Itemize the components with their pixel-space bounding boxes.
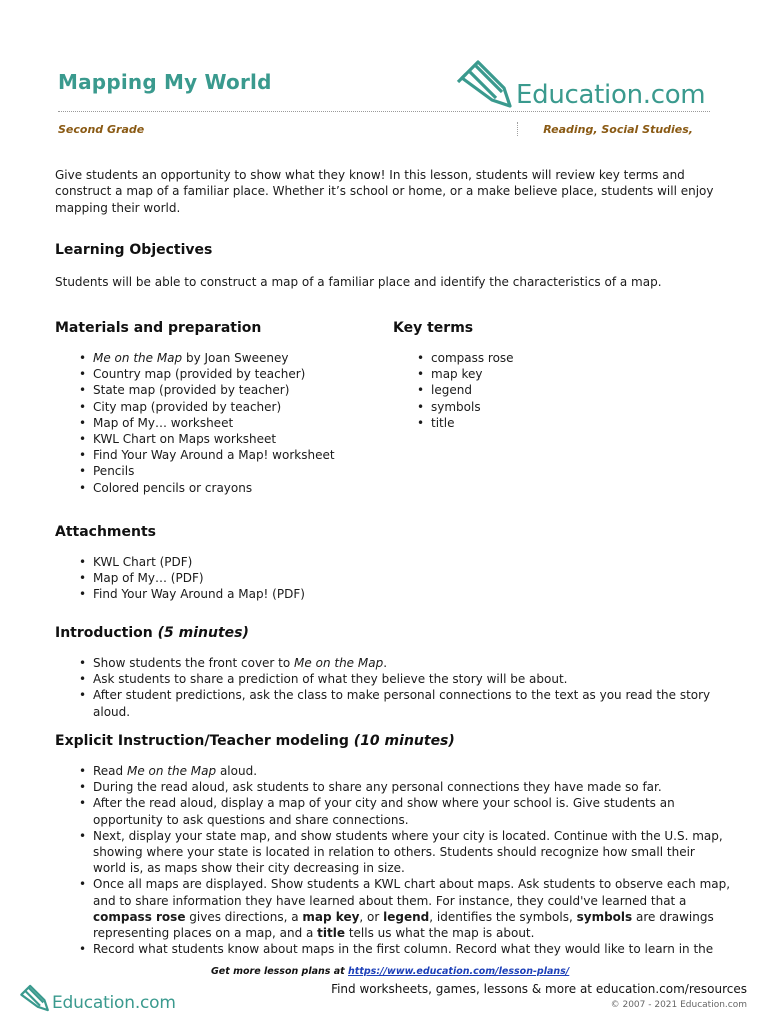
materials-list bbox=[55, 350, 335, 496]
item-text: tells us what the map is about. bbox=[345, 926, 535, 941]
objectives-heading: Learning Objectives bbox=[55, 242, 213, 258]
item-text: are drawings representing places on a map, and a bbox=[93, 909, 714, 941]
list-item: • legend bbox=[393, 382, 514, 398]
key-term: map key bbox=[302, 909, 360, 924]
item-text: Show students the front cover to bbox=[93, 656, 295, 670]
intro-line: Give students an opportunity to show what they know! In this lesson, students will review key terms and bbox=[55, 168, 685, 182]
list-item: • title bbox=[393, 415, 514, 431]
list-item: • Find Your Way Around a Map! worksheet bbox=[55, 447, 335, 463]
list-item: • compass rose bbox=[393, 350, 514, 366]
item-text: aloud. bbox=[93, 704, 131, 719]
item-text: by Joan Sweeney bbox=[182, 351, 289, 365]
list-item: • Colored pencils or crayons bbox=[55, 480, 335, 496]
objectives-text: Students will be able to construct a map of a familiar place and identify the characteristics of a map. bbox=[55, 275, 662, 289]
book-title: Me on the Map bbox=[93, 351, 183, 365]
book-title: Me on the Map bbox=[294, 656, 384, 670]
list-item bbox=[55, 779, 731, 795]
list-item: • map key bbox=[393, 366, 514, 382]
explicit-title: Explicit Instruction/Teacher modeling bbox=[55, 733, 349, 749]
introduction-heading bbox=[55, 625, 249, 641]
key-term: compass rose bbox=[93, 909, 186, 924]
list-item: • symbols bbox=[393, 399, 514, 415]
intro-line: mapping their world. bbox=[55, 200, 181, 215]
explicit-list bbox=[55, 763, 731, 957]
item-text: Next, display your state map, and show students where your city is located. Continue with the U.S. map, showing where your state is located in relation to others. Students should recognize how small their world is, as maps show their city decreasing in size. bbox=[93, 828, 723, 876]
item-text: • After student predictions, ask the class to make personal connections to the text as you read the story bbox=[93, 688, 711, 703]
item-text: After the read aloud, display a map of your city and show where your school is. Give students an opportunity to ask questions and share connections. bbox=[93, 796, 675, 827]
key-term: title bbox=[317, 926, 346, 941]
footer-brand-name: Education.com bbox=[52, 993, 176, 1013]
pencil-logo-icon bbox=[18, 982, 50, 1014]
introduction-list bbox=[55, 655, 725, 720]
header-divider bbox=[58, 111, 710, 112]
list-item: • State map (provided by teacher) bbox=[55, 382, 335, 398]
list-item bbox=[55, 941, 731, 957]
item-text: gives directions, a bbox=[185, 909, 303, 924]
footer-copyright: © 2007 - 2021 Education.com bbox=[610, 1000, 747, 1010]
list-item: • Map of My… worksheet bbox=[55, 415, 335, 431]
explicit-time: (10 minutes) bbox=[353, 733, 455, 749]
list-item bbox=[55, 876, 731, 941]
attachments-list bbox=[55, 554, 305, 603]
attachment-link[interactable]: • Find Your Way Around a Map! (PDF) bbox=[55, 586, 305, 602]
key-term: symbols bbox=[576, 909, 633, 924]
explicit-heading bbox=[55, 733, 455, 749]
item-text: aloud. bbox=[216, 764, 258, 778]
book-title: Me on the Map bbox=[126, 764, 217, 778]
intro-line: construct a map of a familiar place. Whether it’s school or home, or a make believe place, students will enjoy bbox=[55, 184, 714, 199]
footer-logo[interactable] bbox=[18, 982, 178, 1016]
item-text: . bbox=[383, 656, 388, 670]
grade-label: Second Grade bbox=[58, 123, 145, 136]
list-item: • Ask students to share a prediction of what they believe the story will be about. bbox=[55, 671, 725, 687]
list-item bbox=[55, 687, 725, 719]
item-text: , identifies the symbols, bbox=[429, 909, 577, 924]
promo-text: Get more lesson plans at bbox=[211, 966, 349, 977]
key-term: legend bbox=[383, 909, 430, 924]
list-item bbox=[55, 350, 335, 366]
lesson-plans-link[interactable]: https://www.education.com/lesson-plans/ bbox=[348, 966, 570, 977]
list-item bbox=[55, 828, 731, 877]
item-text: During the read aloud, ask students to share any personal connections they have made so far. bbox=[93, 780, 662, 795]
list-item bbox=[55, 795, 731, 827]
attachments-heading: Attachments bbox=[55, 524, 157, 540]
introduction-title: Introduction bbox=[55, 625, 153, 641]
item-text: Read bbox=[93, 764, 127, 778]
list-item: • Country map (provided by teacher) bbox=[55, 366, 335, 382]
item-text: Once all maps are displayed. Show students a KWL chart about maps. Ask students to observe each map, and to share information they have learned about them. For instance, they could've learned that a bbox=[93, 877, 731, 908]
footer-resources: Find worksheets, games, lessons & more at education.com/resources bbox=[331, 982, 747, 996]
list-item: • Pencils bbox=[55, 463, 335, 479]
materials-heading: Materials and preparation bbox=[55, 320, 262, 336]
page-title: Mapping My World bbox=[58, 70, 272, 94]
item-text: , or bbox=[359, 909, 384, 924]
attachment-link[interactable]: • KWL Chart (PDF) bbox=[55, 554, 305, 570]
meta-separator bbox=[517, 122, 518, 136]
item-text: Record what students know about maps in the first column. Record what they would like to learn in the bbox=[93, 942, 714, 957]
list-item: • City map (provided by teacher) bbox=[55, 399, 335, 415]
pencil-logo-icon bbox=[456, 56, 514, 112]
list-item bbox=[55, 655, 725, 671]
introduction-time: (5 minutes) bbox=[157, 625, 249, 641]
intro-paragraph bbox=[55, 167, 715, 216]
brand-name: Education.com bbox=[516, 80, 706, 110]
footer-promo bbox=[211, 966, 569, 977]
attachment-link[interactable]: • Map of My… (PDF) bbox=[55, 570, 305, 586]
key-terms-heading: Key terms bbox=[393, 320, 474, 336]
list-item bbox=[55, 763, 731, 779]
education-logo[interactable] bbox=[456, 56, 716, 112]
key-terms-list bbox=[393, 350, 514, 431]
list-item: • KWL Chart on Maps worksheet bbox=[55, 431, 335, 447]
subjects-label: Reading, Social Studies, bbox=[543, 123, 693, 136]
